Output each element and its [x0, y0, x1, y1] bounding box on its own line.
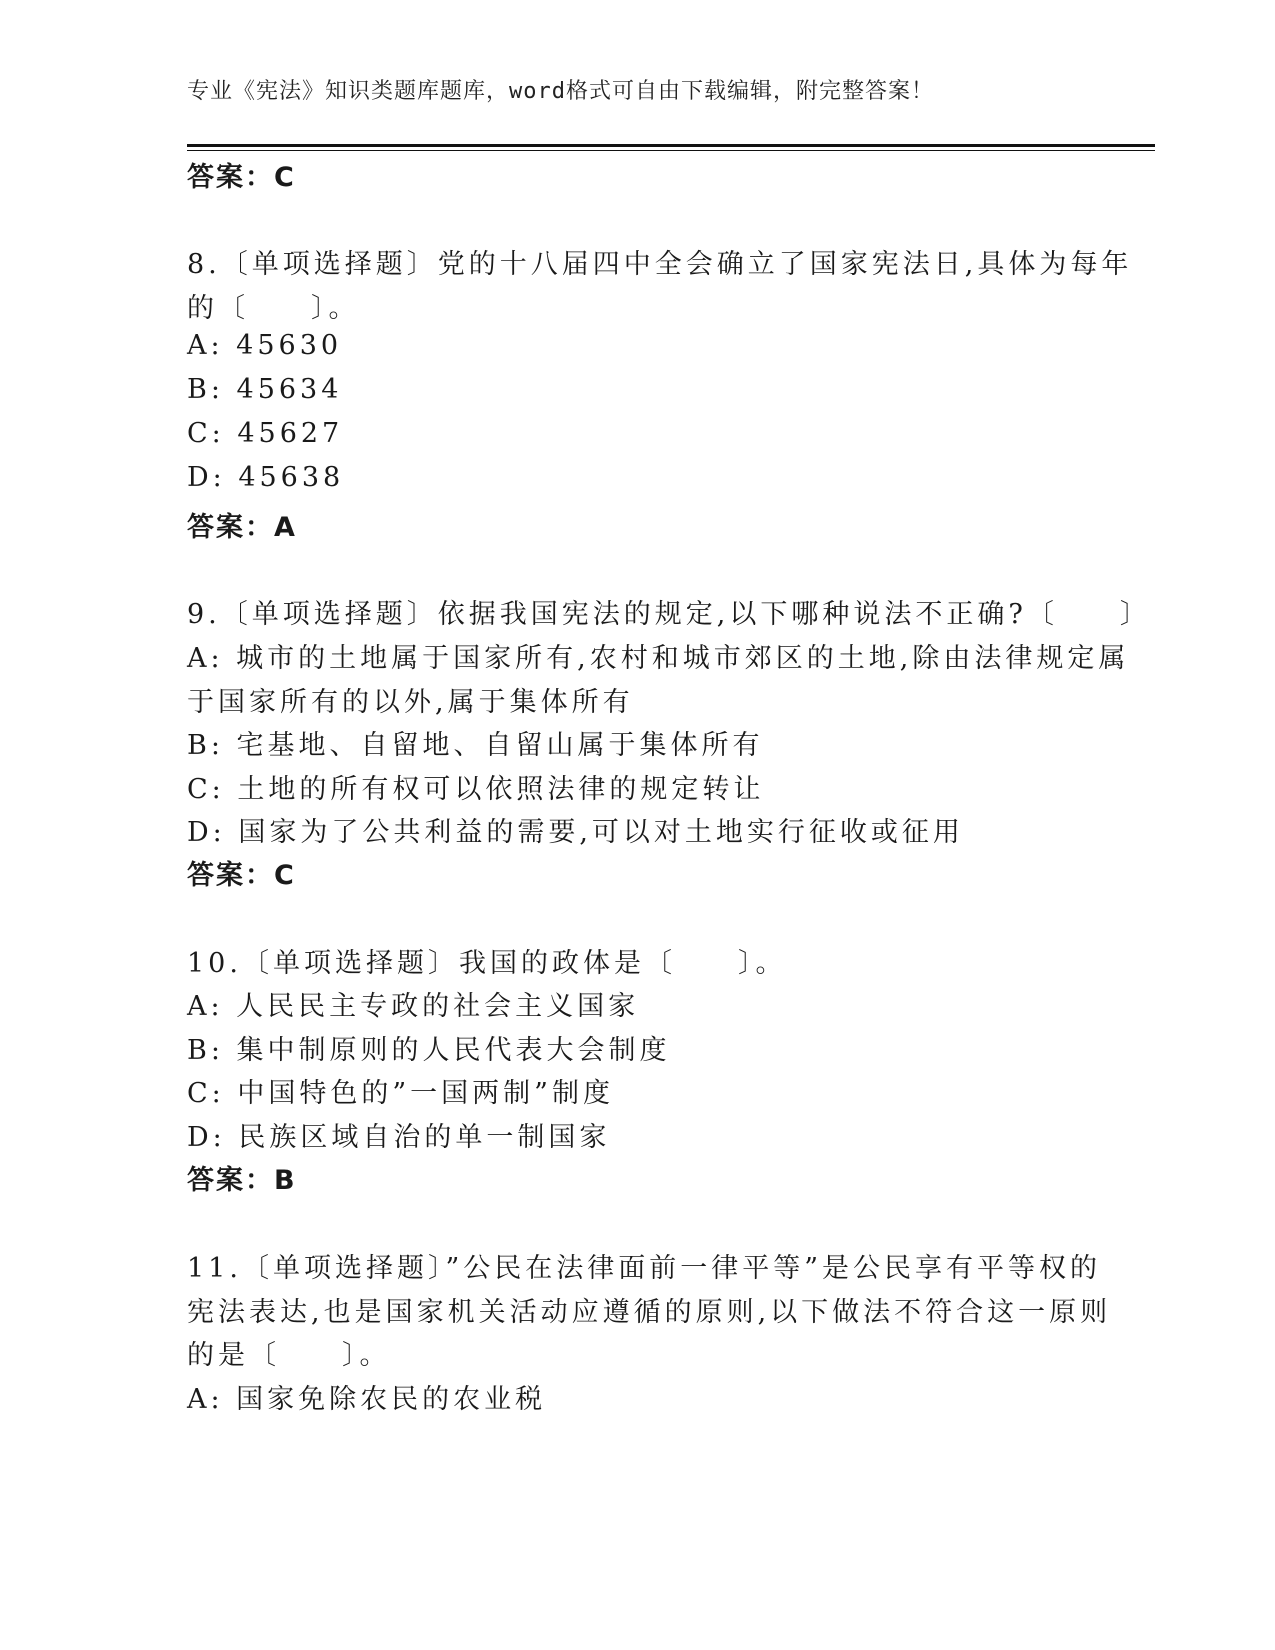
question-9-option-b: B: 宅基地、自留地、自留山属于集体所有	[187, 730, 764, 761]
question-8-option-b: B: 45634	[187, 374, 343, 405]
question-9-text: 9.〔单项选择题〕依据我国宪法的规定,以下哪种说法不正确?〔 〕	[187, 599, 1151, 630]
question-10-answer: 答案：B	[187, 1165, 297, 1196]
question-11-option-a: A: 国家免除农民的农业税	[187, 1384, 547, 1415]
question-11-text: 11.〔单项选择题〕”公民在法律面前一律平等”是公民享有平等权的	[187, 1253, 1102, 1284]
question-8-option-c: C: 45627	[187, 418, 344, 449]
question-10-option-d: D: 民族区域自治的单一制国家	[187, 1122, 611, 1153]
question-11-text-cont: 宪法表达,也是国家机关活动应遵循的原则,以下做法不符合这一原则	[187, 1297, 1112, 1328]
page-header: 专业《宪法》知识类题库题库，word格式可自由下载编辑，附完整答案！	[187, 79, 934, 104]
question-8-text: 8.〔单项选择题〕党的十八届四中全会确立了国家宪法日,具体为每年	[187, 249, 1133, 280]
question-8-text-cont: 的〔 〕。	[187, 293, 360, 324]
question-9-option-a-cont: 于国家所有的以外,属于集体所有	[187, 687, 634, 718]
answer-line: 答案：C	[187, 162, 296, 193]
question-8-option-d: D: 45638	[187, 462, 345, 493]
header-rule-thin	[187, 150, 1155, 151]
question-10-option-a: A: 人民民主专政的社会主义国家	[187, 991, 640, 1022]
question-9-answer: 答案：C	[187, 860, 296, 891]
question-9-option-d: D: 国家为了公共利益的需要,可以对土地实行征收或征用	[187, 817, 964, 848]
question-10-option-c: C: 中国特色的”一国两制”制度	[187, 1078, 614, 1109]
question-9-option-c: C: 土地的所有权可以依照法律的规定转让	[187, 774, 765, 805]
question-8-answer: 答案：A	[187, 512, 297, 543]
question-10-text: 10.〔单项选择题〕我国的政体是〔 〕。	[187, 948, 787, 979]
question-9-option-a: A: 城市的土地属于国家所有,农村和城市郊区的土地,除由法律规定属	[187, 643, 1130, 674]
header-rule	[187, 144, 1155, 147]
question-11-text-cont-2: 的是〔 〕。	[187, 1340, 391, 1371]
question-10-option-b: B: 集中制原则的人民代表大会制度	[187, 1035, 671, 1066]
question-8-option-a: A: 45630	[187, 330, 343, 361]
